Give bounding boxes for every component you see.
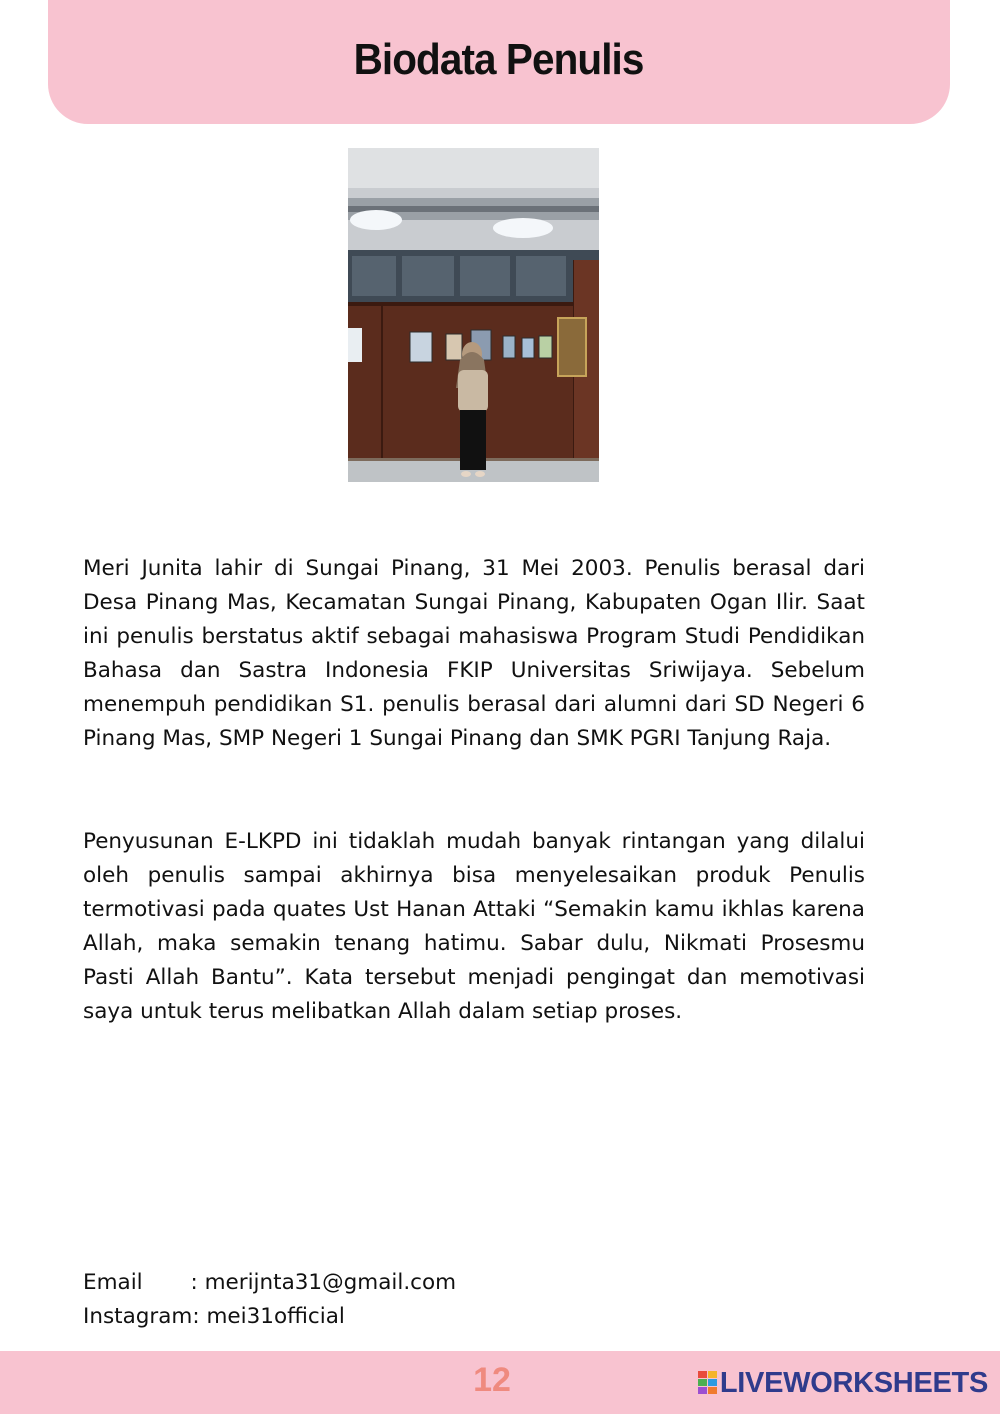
biography-paragraph-1: Meri Junita lahir di Sungai Pinang, 31 Mei 2003. Penulis berasal dari Desa Pinang Mas, Kecamatan Sungai Pinang, Kabupaten Ogan Ilir. Saat ini penulis berstatus aktif sebagai mahasiswa Program Studi Pendidikan Bahasa dan Sastra Indonesia FKIP Universitas Sriwijaya. Sebelum menempuh pendidikan S1. penulis berasal dari alumni dari SD Negeri 6 Pinang Mas, SMP Negeri 1 Sungai Pinang dan SMK PGRI Tanjung Raja. bbox=[83, 556, 865, 751]
liveworksheets-logo-icon bbox=[698, 1371, 718, 1395]
instagram-line: Instagram: mei31official bbox=[83, 1304, 345, 1329]
page-number: 12 bbox=[473, 1361, 511, 1399]
contact-info bbox=[83, 1266, 456, 1334]
biography-paragraph-2: Penyusunan E-LKPD ini tidaklah mudah banyak rintangan yang dilalui oleh penulis sampai akhirnya bisa menyelesaikan produk Penulis termotivasi pada quates Ust Hanan Attaki “Semakin kamu ikhlas karena Allah, maka semakin tenang hatimu. Sabar dulu, Nikmati Prosesmu Pasti Allah Bantu”. Kata tersebut menjadi pengingat dan memotivasi saya untuk terus melibatkan Allah dalam setiap proses. bbox=[83, 829, 865, 1024]
footer-bar bbox=[0, 1351, 1000, 1414]
author-photo-image bbox=[348, 148, 599, 482]
page-title: Biodata Penulis bbox=[354, 35, 644, 84]
email-line: Email : merijnta31@gmail.com bbox=[83, 1270, 457, 1295]
liveworksheets-brand[interactable] bbox=[698, 1365, 988, 1401]
header-banner bbox=[48, 0, 950, 124]
author-photo bbox=[348, 148, 599, 482]
brand-name: LIVEWORKSHEETS bbox=[719, 1366, 988, 1399]
